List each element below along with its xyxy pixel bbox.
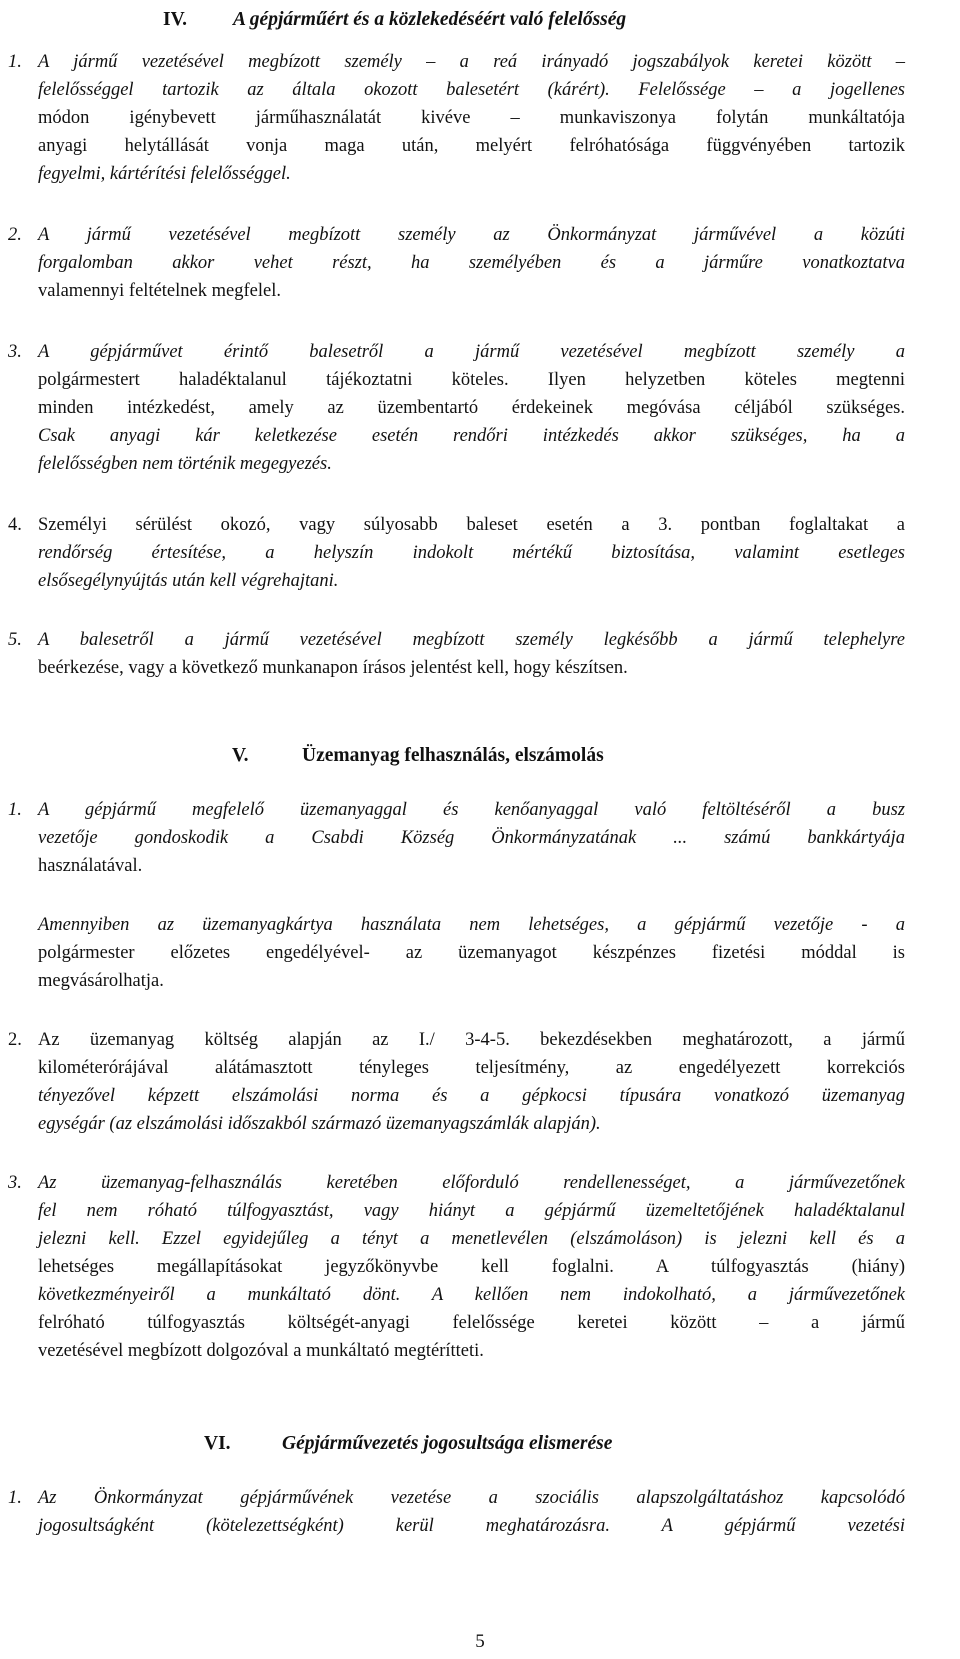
text-line <box>38 853 905 880</box>
line-text: megvásárolhatja. <box>38 971 164 991</box>
text-line <box>38 105 905 132</box>
item-number: 1. <box>8 800 22 820</box>
text-line <box>38 1310 905 1337</box>
line-text: következményeiről a munkáltató dönt. A kellően nem indokolható, a járművezetőnek <box>38 1285 905 1305</box>
text-line <box>8 1170 905 1197</box>
text-line <box>38 250 905 277</box>
item-number: 5. <box>8 630 22 650</box>
section-vi-heading <box>204 1430 612 1457</box>
line-text: elsősegélynyújtás után kell végrehajtani. <box>38 571 339 591</box>
text-line <box>38 1111 905 1138</box>
item-number: 4. <box>8 515 22 535</box>
line-text: rendőrség értesítése, a helyszín indokolt mértékű biztosítása, valamint esetleges <box>38 543 905 563</box>
line-text: Személyi sérülést okozó, vagy súlyosabb baleset esetén a 3. pontban foglaltakat a <box>38 515 905 535</box>
line-text: A balesetről a jármű vezetésével megbízott személy legkésőbb a jármű telephelyre <box>38 630 905 650</box>
text-line <box>8 49 905 76</box>
text-line <box>8 339 905 366</box>
line-text: A gépjármű megfelelő üzemanyaggal és kenőanyaggal való feltöltéséről a busz <box>38 800 905 820</box>
text-line <box>38 77 905 104</box>
text-line <box>38 367 905 394</box>
text-line <box>38 133 905 160</box>
line-text: egységár (az elszámolási időszakból származó üzemanyagszámlák alapján). <box>38 1114 601 1134</box>
line-text: jelezni kell. Ezzel egyidejűleg a tényt a menetlevélen (elszámoláson) is jelezni kell és a <box>38 1229 905 1249</box>
text-line <box>38 423 905 450</box>
line-text: beérkezése, vagy a következő munkanapon írásos jelentést kell, hogy készítsen. <box>38 658 628 678</box>
text-line <box>38 825 905 852</box>
item-number: 1. <box>8 52 22 72</box>
line-text: fel nem róható túlfogyasztást, vagy hiányt a gépjármű üzemeltetőjének haladéktalanul <box>38 1201 905 1221</box>
section-vi-title: Gépjárművezetés jogosultsága elismerése <box>282 1433 613 1454</box>
line-text: felróható túlfogyasztás költségét-anyagi felelőssége keretei között – a jármű <box>38 1313 905 1333</box>
item-number: 3. <box>8 342 22 362</box>
line-text: fegyelmi, kártérítési felelősséggel. <box>38 164 291 184</box>
line-text: használatával. <box>38 856 143 876</box>
line-text: Csak anyagi kár keletkezése esetén rendőri intézkedés akkor szükséges, ha a <box>38 426 905 446</box>
section-iv-title: A gépjárműért és a közlekedéséért való felelősség <box>233 9 627 30</box>
text-line <box>38 395 905 422</box>
text-line <box>38 655 905 682</box>
line-text: Az üzemanyag-felhasználás keretében előforduló rendellenességet, a járművezetőnek <box>38 1173 905 1193</box>
text-line <box>38 1254 905 1281</box>
line-text: valamennyi feltételnek megfelel. <box>38 281 281 301</box>
line-text: polgármestert haladéktalanul tájékoztatni köteles. Ilyen helyzetben köteles megtenni <box>38 370 905 390</box>
text-line <box>38 1226 905 1253</box>
text-line <box>38 1055 905 1082</box>
section-v-title: Üzemanyag felhasználás, elszámolás <box>302 745 604 766</box>
line-text: Az üzemanyag költség alapján az I./ 3-4-5. bekezdésekben meghatározott, a jármű <box>38 1030 905 1050</box>
text-line <box>38 451 905 478</box>
text-line <box>38 1083 905 1110</box>
line-text: jogosultságként (kötelezettségként) kerül meghatározásra. A gépjármű vezetési <box>38 1516 905 1536</box>
item-number: 2. <box>8 1030 22 1050</box>
text-line <box>38 1513 905 1540</box>
line-text: vezetésével megbízott dolgozóval a munkáltató megtérítteti. <box>38 1341 484 1361</box>
line-text: A jármű vezetésével megbízott személy – a reá irányadó jogszabályok keretei között – <box>38 52 905 72</box>
text-line <box>38 1338 905 1365</box>
text-line <box>8 512 905 539</box>
item-number: 3. <box>8 1173 22 1193</box>
line-text: vezetője gondoskodik a Csabdi Község Önkormányzatának ... számú bankkártyája <box>38 828 905 848</box>
line-text: Az Önkormányzat gépjárművének vezetése a szociális alapszolgáltatáshoz kapcsolódó <box>38 1488 905 1508</box>
section-v-heading <box>232 742 604 769</box>
line-text: felelősségben nem történik megegyezés. <box>38 454 332 474</box>
line-text: felelősséggel tartozik az általa okozott balesetért (kárért). Felelőssége – a jogellenes <box>38 80 905 100</box>
line-text: módon igénybevett járműhasználatát kivéve – munkaviszonya folytán munkáltatója <box>38 108 905 128</box>
section-v-number: V. <box>232 745 249 766</box>
text-line <box>38 940 905 967</box>
item-number: 2. <box>8 225 22 245</box>
text-line <box>38 912 905 939</box>
line-text: lehetséges megállapításokat jegyzőkönyvbe kell foglalni. A túlfogyasztás (hiány) <box>38 1257 905 1277</box>
text-line <box>38 1198 905 1225</box>
text-line <box>8 222 905 249</box>
text-line <box>38 1282 905 1309</box>
text-line <box>38 568 905 595</box>
section-iv-heading <box>163 6 626 33</box>
text-line <box>38 968 905 995</box>
line-text: polgármester előzetes engedélyével- az üzemanyagot készpénzes fizetési móddal is <box>38 943 905 963</box>
section-vi-number: VI. <box>204 1433 231 1454</box>
item-number: 1. <box>8 1488 22 1508</box>
text-line <box>8 1027 905 1054</box>
line-text: kilométerórájával alátámasztott tényleges teljesítmény, az engedélyezett korrekciós <box>38 1058 905 1078</box>
text-line <box>38 278 905 305</box>
text-line <box>38 540 905 567</box>
line-text: forgalomban akkor vehet részt, ha személyében és a járműre vonatkoztatva <box>38 253 905 273</box>
line-text: A jármű vezetésével megbízott személy az Önkormányzat járművével a közúti <box>38 225 905 245</box>
section-iv-number: IV. <box>163 9 188 30</box>
text-line <box>38 161 905 188</box>
text-line <box>8 797 905 824</box>
page-number: 5 <box>475 1631 485 1652</box>
text-line <box>8 1485 905 1512</box>
line-text: A gépjárművet érintő balesetről a jármű vezetésével megbízott személy a <box>38 342 905 362</box>
line-text: Amennyiben az üzemanyagkártya használata nem lehetséges, a gépjármű vezetője - a <box>38 915 905 935</box>
line-text: anyagi helytállását vonja maga után, melyért felróhatósága függvényében tartozik <box>38 136 905 156</box>
text-line <box>8 627 905 654</box>
line-text: tényezővel képzett elszámolási norma és a gépkocsi típusára vonatkozó üzemanyag <box>38 1086 905 1106</box>
line-text: minden intézkedést, amely az üzembentartó érdekeinek megóvása céljából szükséges. <box>38 398 905 418</box>
